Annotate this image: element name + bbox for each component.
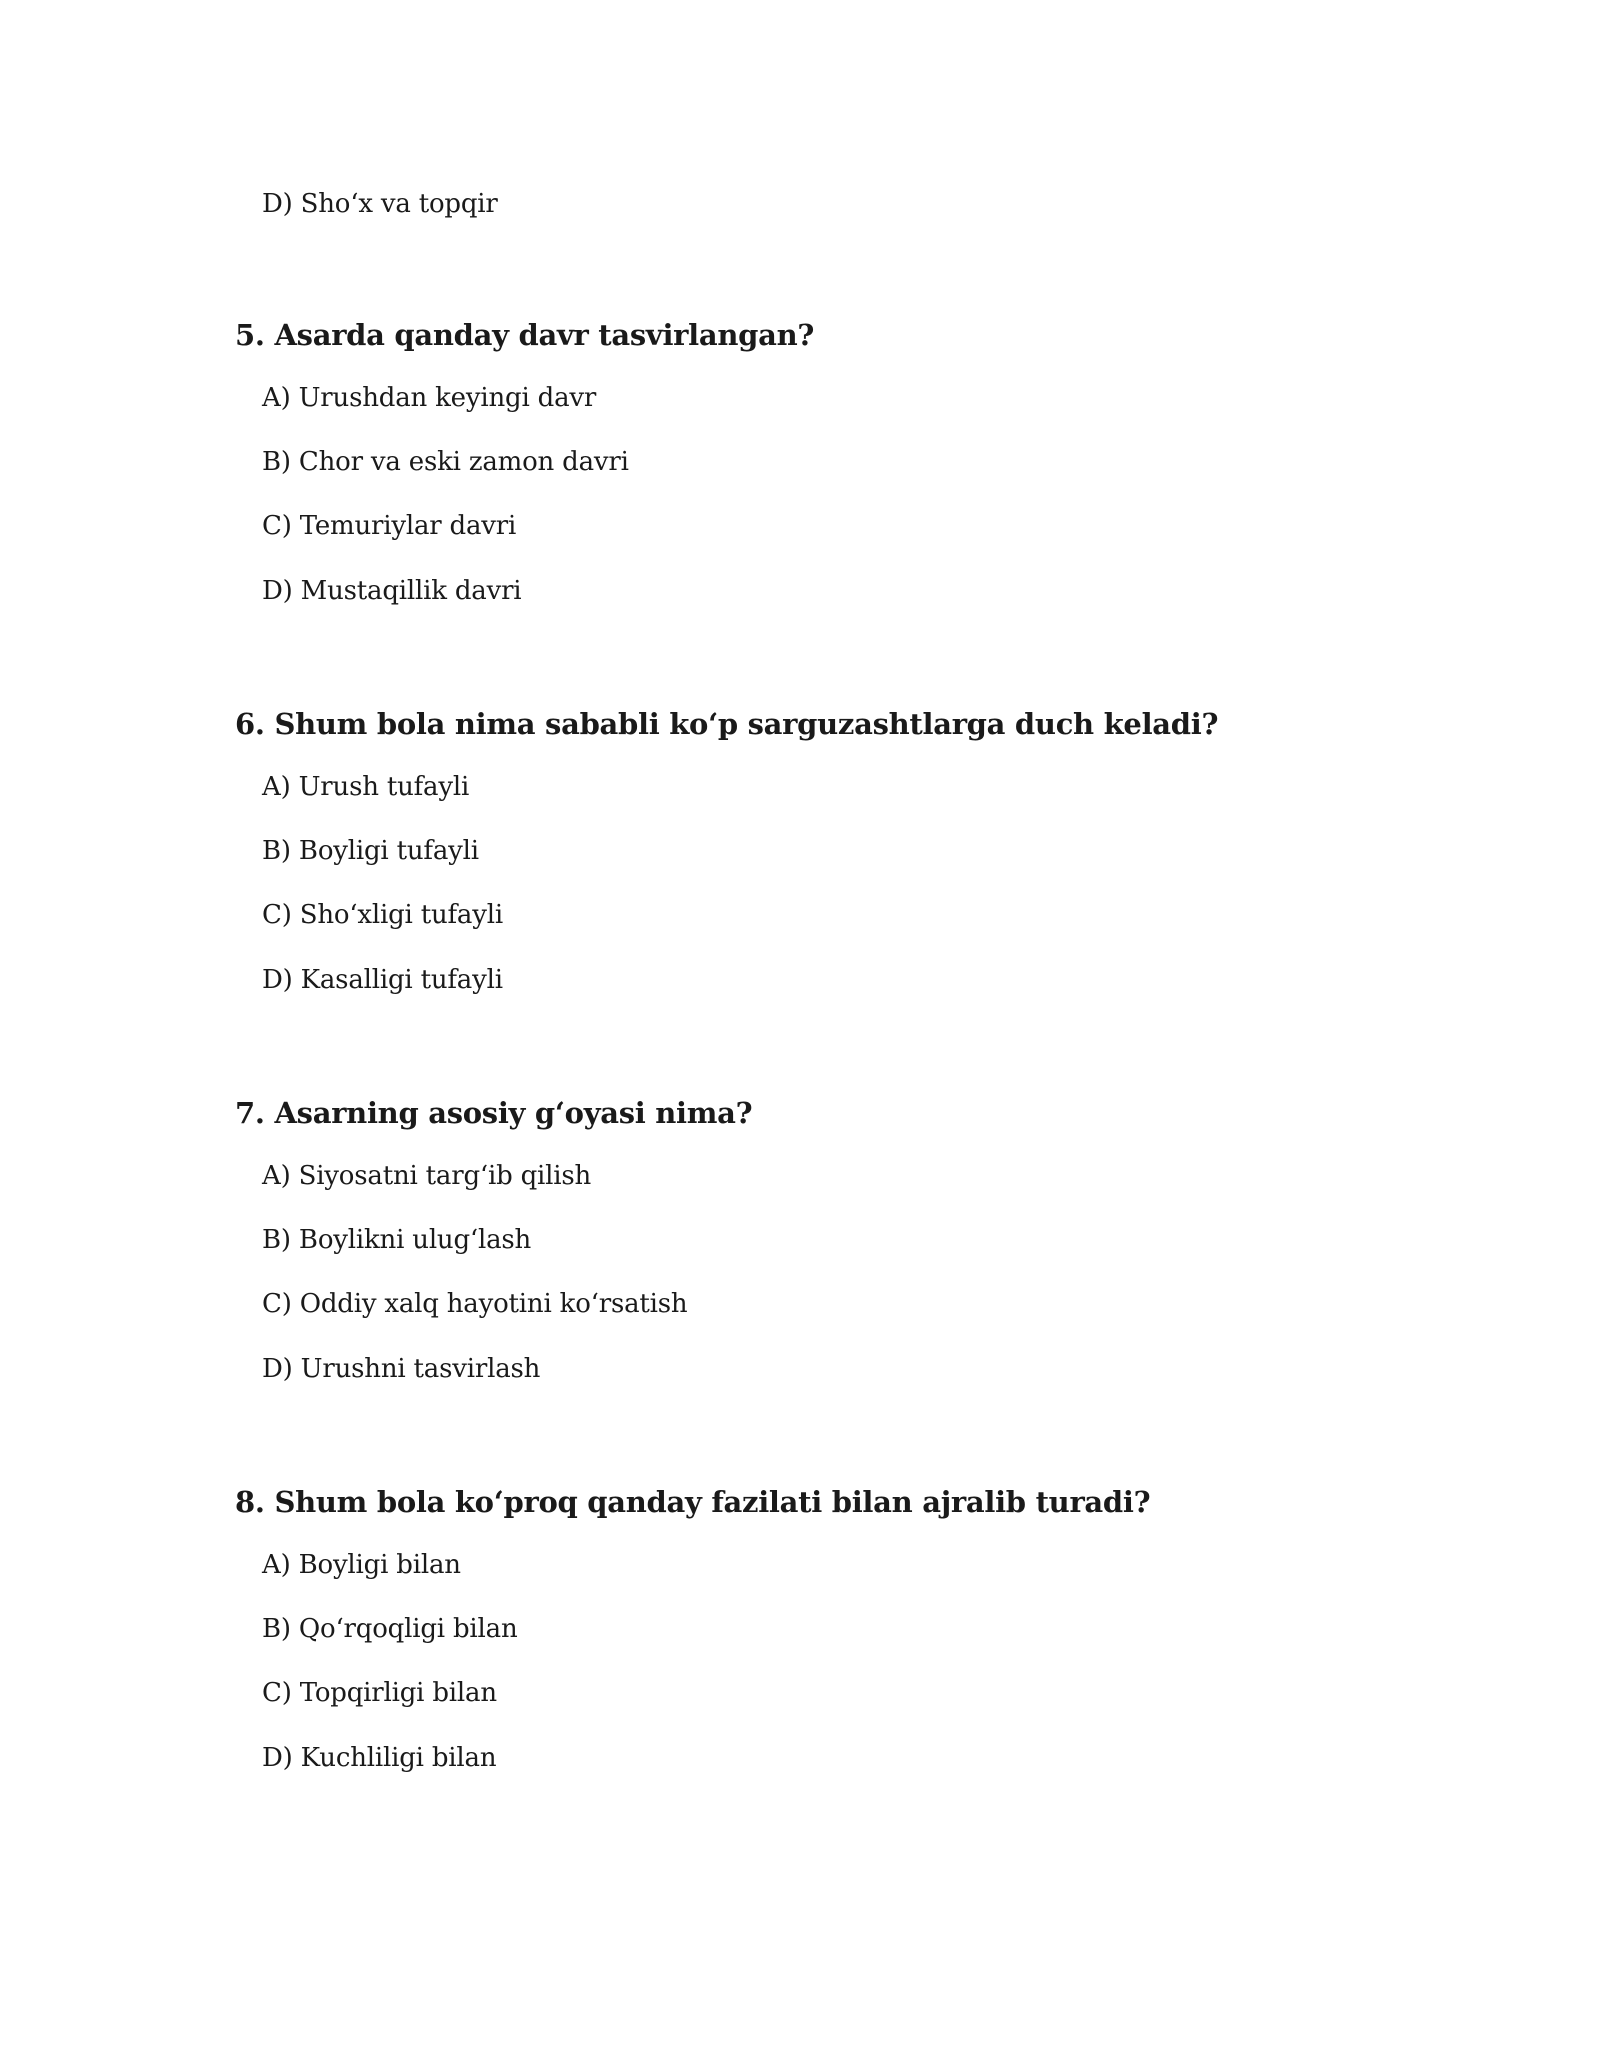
question-5-option-a: A) Urushdan keyingi davr (262, 383, 597, 413)
question-6-option-a: A) Urush tufayli (262, 772, 470, 802)
question-8-option-b: B) Qo‘rqoqligi bilan (262, 1614, 518, 1644)
question-5: 5. Asarda qanday davr tasvirlangan? (235, 318, 815, 352)
question-7-option-c: C) Oddiy xalq hayotini ko‘rsatish (262, 1289, 688, 1319)
question-7-option-d: D) Urushni tasvirlash (262, 1354, 541, 1384)
question-7-option-b: B) Boylikni ulug‘lash (262, 1225, 532, 1255)
question-8-option-d: D) Kuchliligi bilan (262, 1743, 497, 1773)
question-8-option-a: A) Boyligi bilan (262, 1550, 461, 1580)
question-8-option-c: C) Topqirligi bilan (262, 1678, 497, 1708)
question-6-option-d: D) Kasalligi tufayli (262, 965, 503, 995)
question-7-option-a: A) Siyosatni targ‘ib qilish (262, 1161, 592, 1191)
question-8: 8. Shum bola ko‘proq qanday fazilati bilan ajralib turadi? (235, 1485, 1151, 1519)
question-5-option-c: C) Temuriylar davri (262, 511, 517, 541)
option-prev-d: D) Sho‘x va topqir (262, 189, 498, 219)
question-7: 7. Asarning asosiy g‘oyasi nima? (235, 1096, 753, 1130)
question-6-option-b: B) Boyligi tufayli (262, 836, 479, 866)
question-5-option-d: D) Mustaqillik davri (262, 576, 522, 606)
question-5-option-b: B) Chor va eski zamon davri (262, 447, 629, 477)
question-6: 6. Shum bola nima sababli ko‘p sarguzashtlarga duch keladi? (235, 707, 1219, 741)
question-6-option-c: C) Sho‘xligi tufayli (262, 900, 503, 930)
